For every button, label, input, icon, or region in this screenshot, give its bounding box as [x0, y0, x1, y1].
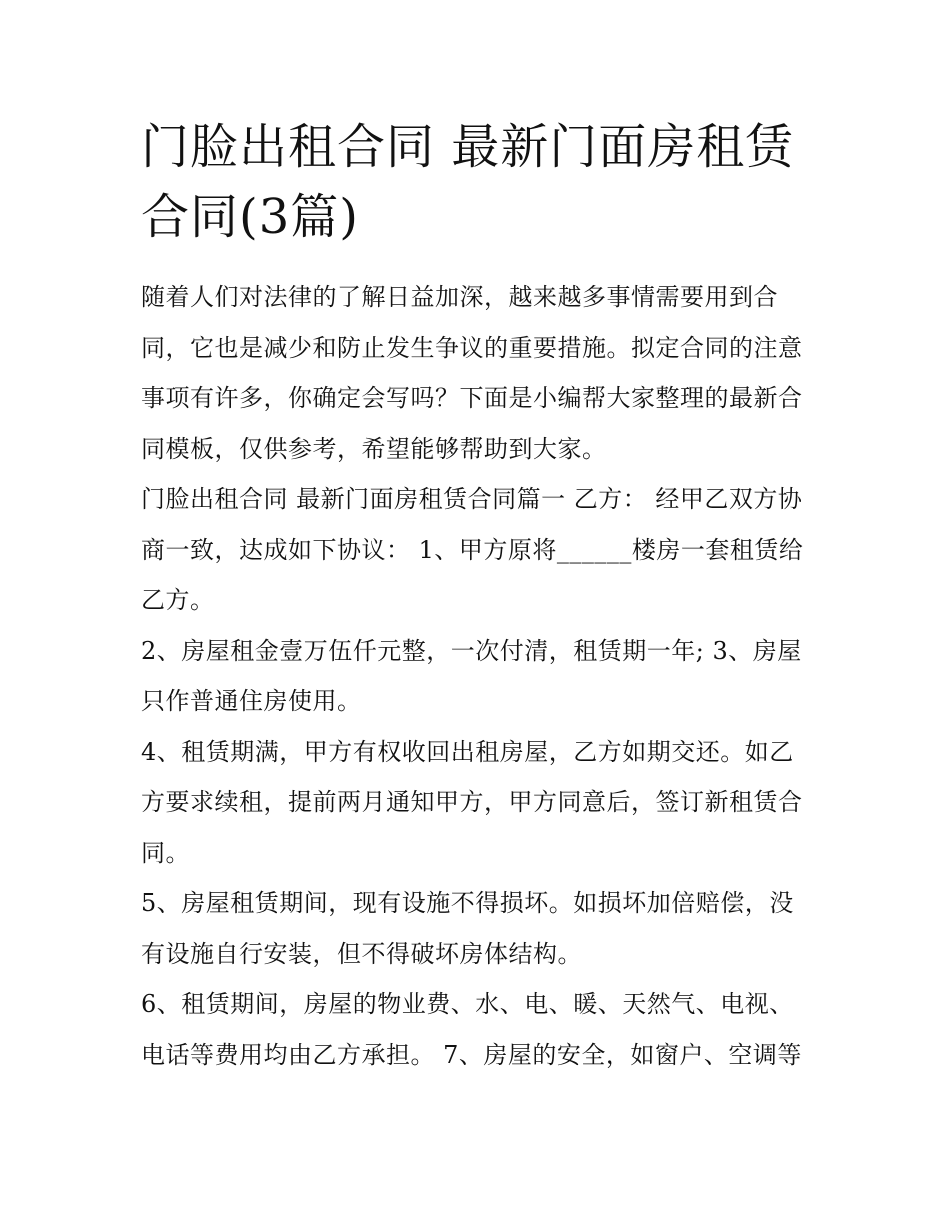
paragraph-clause-2: 2、房屋租金壹万伍仟元整，一次付清，租赁期一年; 3、房屋只作普通住房使用。: [141, 636, 802, 715]
paragraph-clause-5: 5、房屋租赁期间，现有设施不得损坏。如损坏加倍赔偿，没有设施自行安装，但不得破坏房体结构。: [141, 889, 794, 968]
document-body: [141, 272, 813, 1080]
paragraph-contract-one: 门脸出租合同 最新门面房租赁合同篇一 乙方： 经甲乙双方协商一致，达成如下协议： 1、甲方原将______楼房一套租赁给乙方。: [141, 485, 804, 614]
paragraph-clause-6: 6、租赁期间，房屋的物业费、水、电、暖、天然气、电视、电话等费用均由乙方承担。 7、房屋的安全，如窗户、空调等: [141, 990, 802, 1069]
paragraph-intro: 随着人们对法律的了解日益加深，越来越多事情需要用到合同，它也是减少和防止发生争议的重要措施。拟定合同的注意事项有许多，你确定会写吗？下面是小编帮大家整理的最新合同模板，仅供参考，希望能够帮助到大家。: [141, 283, 803, 463]
document-title: 门脸出租合同 最新门面房租赁合同(3篇): [141, 119, 795, 245]
document-page: [141, 112, 813, 1080]
paragraph-clause-4: 4、租赁期满，甲方有权收回出租房屋，乙方如期交还。如乙方要求续租，提前两月通知甲方，甲方同意后，签订新租赁合同。: [141, 737, 803, 867]
